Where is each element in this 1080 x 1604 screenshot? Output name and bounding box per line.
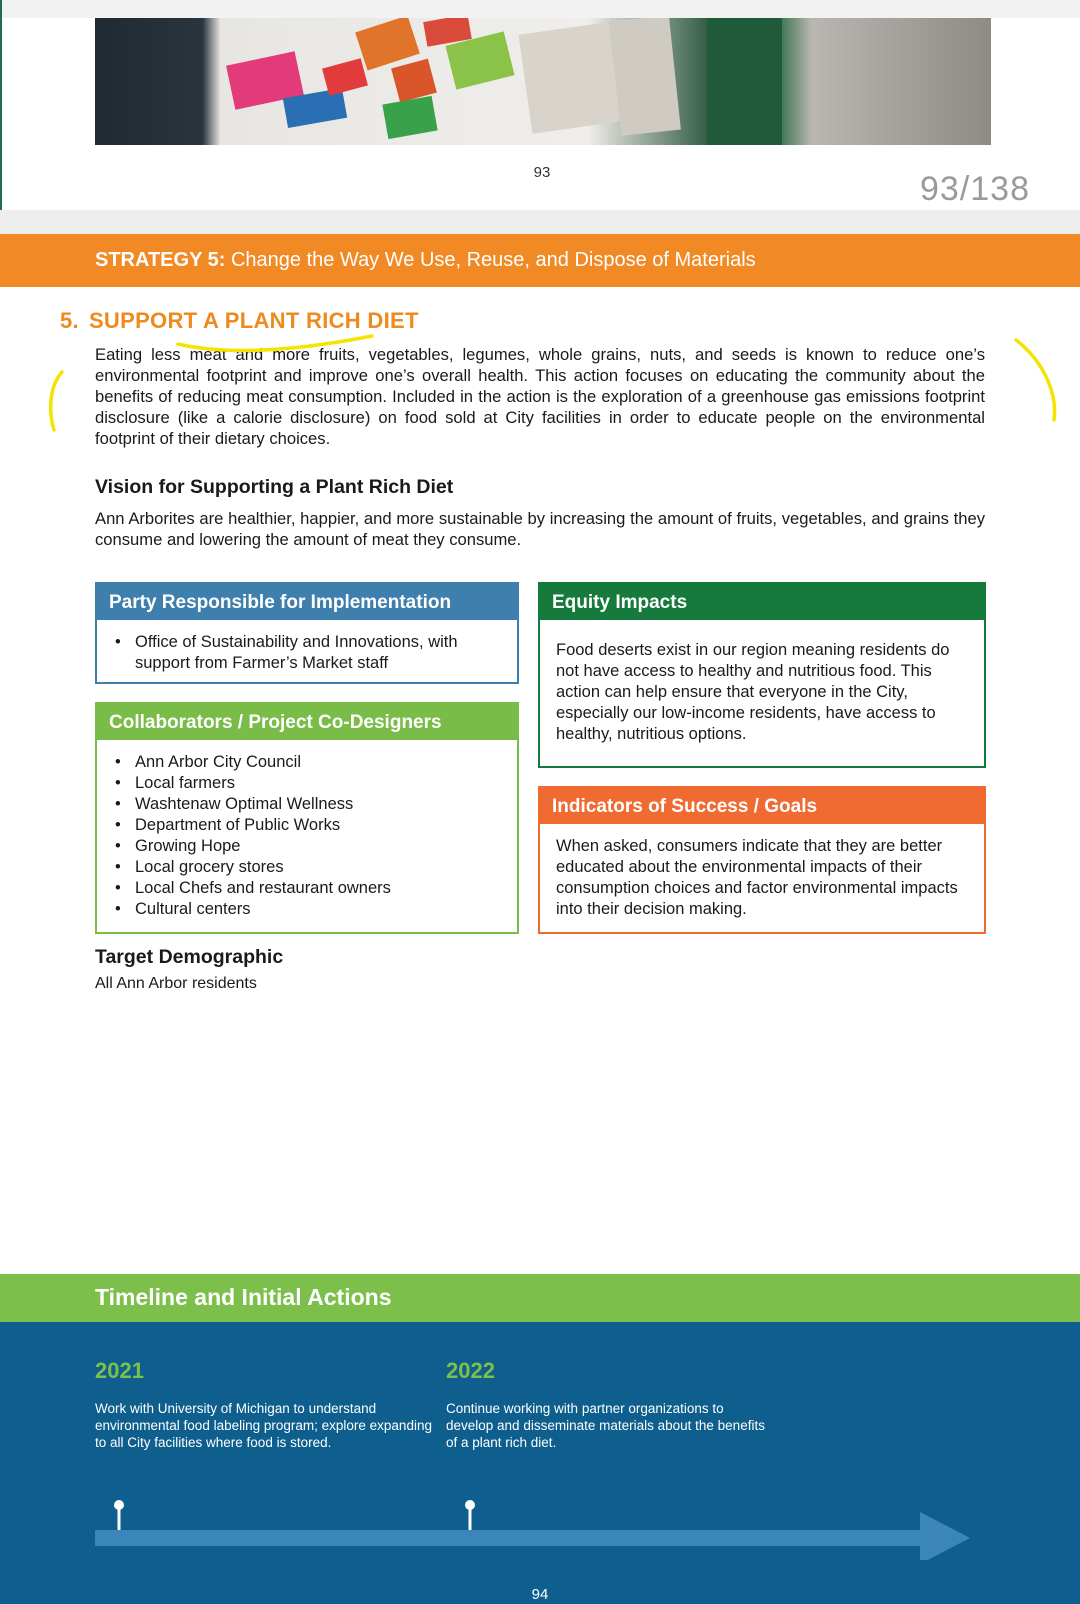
party-responsible-card	[95, 582, 519, 684]
indicators-card	[538, 786, 986, 934]
list-item: • Growing Hope	[97, 836, 517, 857]
target-demographic-text: All Ann Arbor residents	[95, 975, 257, 992]
equity-impacts-text: Food deserts exist in our region meaning residents do not have access to healthy and nutritious food. This action can help ensure that everyone in the City, especially our low-income residents, have access to healthy, nutritious options.	[556, 641, 950, 743]
timeline-arrow-shaft	[95, 1530, 920, 1546]
list-item: • Office of Sustainability and Innovations, with support from Farmer’s Market staff	[97, 632, 517, 674]
list-item: • Local Chefs and restaurant owners	[97, 878, 517, 899]
page-number-bottom: 94	[531, 1586, 549, 1603]
equity-impacts-heading: Equity Impacts	[540, 584, 984, 620]
section-number: 5.	[60, 308, 79, 333]
target-demographic-heading: Target Demographic	[95, 946, 284, 968]
section-title: SUPPORT A PLANT RICH DIET	[88, 308, 419, 333]
list-item: • Department of Public Works	[97, 815, 517, 836]
timeline-marker-dot-2021	[114, 1500, 124, 1510]
collaborators-card	[95, 702, 519, 934]
page-counter: 93/138	[920, 170, 1030, 208]
indicators-heading: Indicators of Success / Goals	[540, 788, 984, 824]
top-strip	[2, 0, 1080, 18]
indicators-text: When asked, consumers indicate that they are better educated about the environmental impacts of their consumption choices and factor environmental impacts into their decision making.	[556, 837, 958, 918]
collaborators-list	[97, 740, 517, 920]
timeline-year-2022: 2022	[446, 1358, 495, 1383]
timeline-banner	[0, 1274, 1080, 1322]
timeline-arrow-head	[920, 1512, 970, 1560]
list-item: • Local grocery stores	[97, 857, 517, 878]
vision-paragraph: Ann Arborites are healthier, happier, and more sustainable by increasing the amount of fruits, vegetables, and grains they consume and lowering the amount of meat they consume.	[95, 509, 985, 549]
timeline-arrow	[95, 1500, 987, 1560]
event-table-photo	[95, 18, 991, 145]
page-number-top: 93	[533, 164, 551, 181]
timeline-text-2021: Work with University of Michigan to understand environmental food labeling program; explore expanding to all City facilities where food is stored.	[95, 1401, 432, 1450]
timeline-marker-dot-2022	[465, 1500, 475, 1510]
strategy-label: STRATEGY 5:	[95, 249, 226, 271]
list-item: • Local farmers	[97, 773, 517, 794]
collaborators-heading: Collaborators / Project Co-Designers	[97, 704, 517, 740]
timeline-heading: Timeline and Initial Actions	[95, 1284, 392, 1310]
strategy-banner	[0, 234, 1080, 287]
strategy-banner-text	[95, 249, 756, 272]
timeline-text-2022: Continue working with partner organizations to develop and disseminate materials about the benefits of a plant rich diet.	[446, 1401, 765, 1450]
previous-page	[0, 0, 1080, 210]
list-item: • Ann Arbor City Council	[97, 752, 517, 773]
timeline-year-2021: 2021	[95, 1358, 144, 1383]
intro-paragraph: Eating less meat and more fruits, vegetables, legumes, whole grains, nuts, and seeds is known to reduce one’s environmental footprint and improve one’s overall health. This action focuses on educating the community about the benefits of reducing meat consumption. Included in the action is the exploration of a greenhouse gas emissions footprint disclosure (like a calorie disclosure) on food sold at City facilities in order to educate people on the environmental footprint of their dietary choices.	[95, 345, 985, 448]
party-responsible-heading: Party Responsible for Implementation	[97, 584, 517, 620]
list-item: • Washtenaw Optimal Wellness	[97, 794, 517, 815]
timeline-panel	[0, 1322, 1080, 1604]
party-responsible-list	[97, 620, 517, 674]
equity-impacts-card	[538, 582, 986, 768]
strategy-title: Change the Way We Use, Reuse, and Dispose of Materials	[230, 249, 756, 271]
vision-heading: Vision for Supporting a Plant Rich Diet	[95, 476, 454, 498]
page-gap	[0, 210, 1080, 234]
list-item: • Cultural centers	[97, 899, 517, 920]
document-page	[0, 234, 1080, 1604]
section-heading	[60, 308, 419, 334]
